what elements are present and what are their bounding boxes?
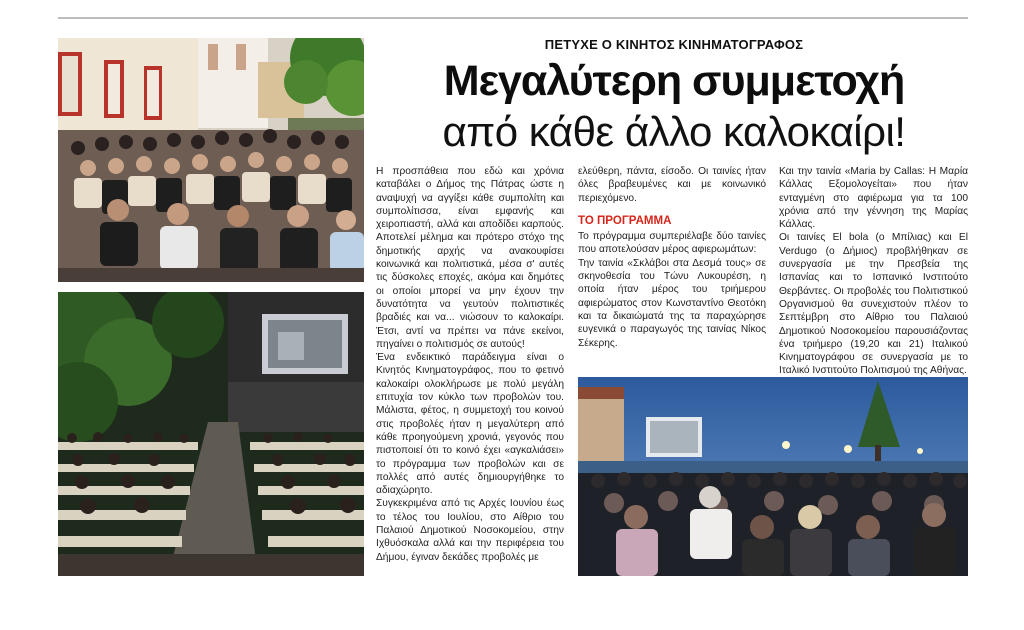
column-3-paragraph-1: Και την ταινία «Maria by Callas: Η Μαρία Κάλλας Εξομολογείται» που ήταν ενταγμένη στο αφιέρωμα για τα 100 χρόνια από την γέννηση της Μαρίας Κάλλας.: [779, 166, 968, 231]
article-column-1: [376, 165, 564, 564]
section-title: ΤΟ ΠΡΟΓΡΑΜΜΑ: [578, 214, 672, 227]
column-2-paragraph-1: ελεύθερη, πάντα, είσοδο. Οι ταινίες ήταν όλες βραβευμένες και με κοινωνικό περιεχόμενο.: [578, 166, 766, 204]
column-3-paragraph-2: Οι ταινίες El bola (ο Μπίλιας) και El Verdugo (ο Δήμιος) προβλήθηκαν σε συνεργασία με την Πρεσβεία της Ισπανίας και το Ισπανικό Ινστιτούτο Θερβάντες. Οι προβολές του Πολιτιστικού Οργανισμού θα συνεχιστούν πλέον το Σεπτέμβρη στο Αίθριο του Παλαιού Δημοτικού Νοσοκομείου παρουσιάζοντας ένα τριήμερο (19,20 και 21) Ιταλικού Κινηματογράφου σε συνεργασία με το Ιταλικό Ινστιτούτο Πολιτισμού της Αθήνας.: [779, 232, 968, 377]
top-rule: [58, 17, 968, 19]
article-headline: Μεγαλύτερη συμμετοχή: [443, 57, 905, 105]
column-1-paragraph-3: Συγκεκριμένα από τις Αρχές Ιουνίου έως το τέλος του Ιουλίου, στο Αίθριο του Παλαιού Δημοτικού Νοσοκομείου, στην Ιχθυόσκαλα αλλά και την περιφέρεια του Δήμου, έγιναν δεκάδες προβολές με: [376, 498, 564, 563]
column-1-paragraph-2: Ένα ενδεικτικό παράδειγμα είναι ο Κινητός Κινηματογράφος, που το φετινό καλοκαίρι ολοκλήρωσε με πολύ μεγάλη επιτυχία τον κύκλο των προβολών του. Μάλιστα, φέτος, η συμμετοχή του κοινού στις προβολές ήταν η μεγαλύτερη από κάθε προηγούμενη χρονιά, γεγονός που πιστοποιεί ότι το κοινό έχει «αγκαλιάσει» το πρόγραμμα των προβολών και σε πολλές από αυτές δημιουργήθηκε το αδιαχώρητο.: [376, 352, 564, 497]
photo-courtyard-audience: [58, 38, 364, 282]
article-column-2: [578, 165, 766, 350]
column-2-paragraph-2: Το πρόγραμμα συμπεριέλαβε δύο ταινίες που αποτελούσαν μέρος αφιερωμάτων:: [578, 231, 766, 256]
photo-seaside-screening: [578, 377, 968, 576]
photo-night-screening: [58, 292, 364, 576]
article-subhead: από κάθε άλλο καλοκαίρι!: [442, 108, 906, 155]
article-kicker: ΠΕΤΥΧΕ Ο ΚΙΝΗΤΟΣ ΚΙΝΗΜΑΤΟΓΡΑΦΟΣ: [544, 37, 804, 52]
article-column-3: [779, 165, 968, 378]
column-2-paragraph-3: Την ταινία «Σκλάβοι στα Δεσμά τους» σε σκηνοθεσία του Τώνυ Λυκουρέση, η οποία ήταν μέρος του τριήμερου αφιερώματος στον Κωνσταντίνο Θεοτόκη και τα δικαιώματά της τα παραχώρησε ευγενικά ο παραγωγός της ταινίας Νίκος Σέκερης.: [578, 257, 766, 349]
column-1-paragraph-1: Η προσπάθεια που εδώ και χρόνια καταβάλει ο Δήμος της Πάτρας ώστε η αναψυχή να αγγίξει κάθε συμπολίτη και συμπολίτισσα, είναι εμφανής και χειροπιαστή, αλλά και αποδίδει καρπούς. Αποτελεί μέλημα και πρότερο στόχο της δημοτικής αρχής να ανακουφίσει κοινωνικά και πολιτιστικά, μέσα σ' αυτές τις δύσκολες εποχές, ακόμα και δημότες οι οποίοι μπορεί να μην έχουν την δυνατότητα να γευτούν πολιτιστικές βραδιές και να... νιώσουν το καλοκαίρι. Έτσι, αντί να πρέπει να πάνε εκείνοι, πηγαίνει ο πολιτισμός σε αυτούς!: [376, 166, 564, 350]
